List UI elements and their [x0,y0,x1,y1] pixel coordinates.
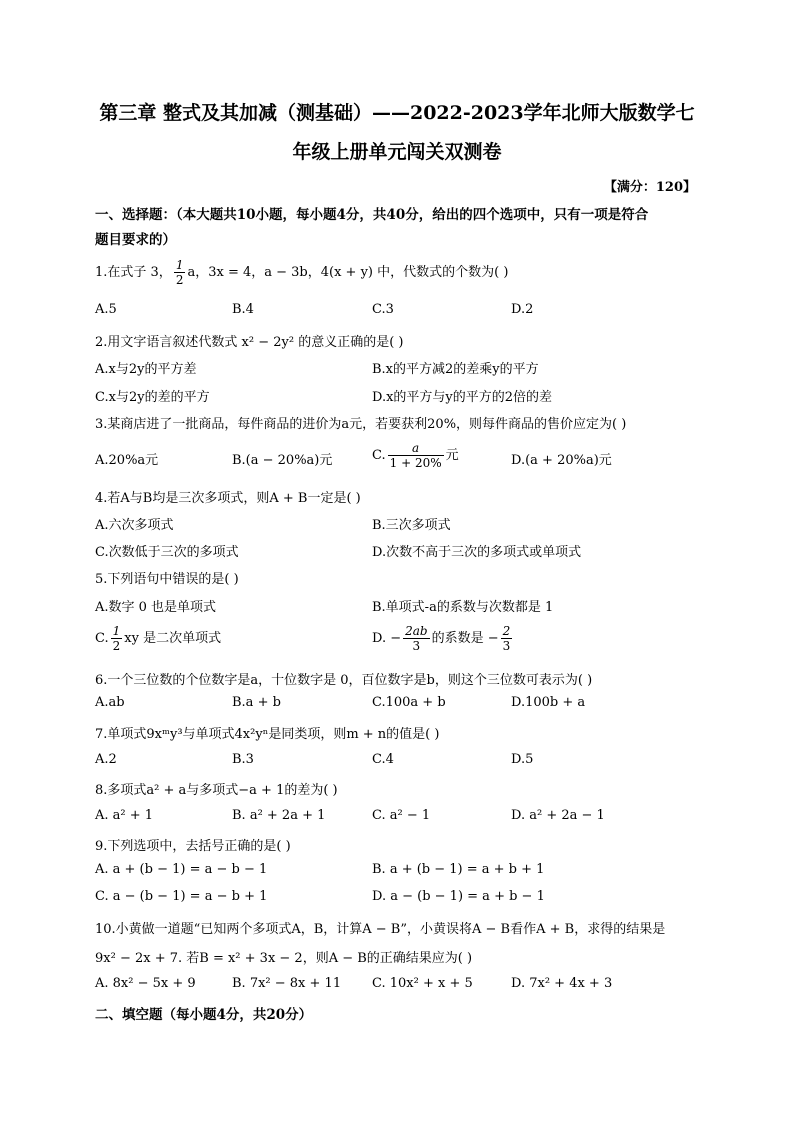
question-6-stem: 6.一个三位数的个位数字是a，十位数字是 0，百位数字是b，则这个三位数可表示为( ) [95,673,593,688]
question-3-stem: 3.某商店进了一批商品，每件商品的进价为a元，若要获利20%，则每件商品的售价应定为( ) [95,417,627,432]
question-10-stem-line-1: 10.小黄做一道题“已知两个多项式A，B，计算A − B”，小黄误将A − B看作A + B，求得的结果是 [95,922,666,937]
q4-option-d: D.次数不高于三次的多项式或单项式 [372,545,582,560]
q3-option-b: B.(a − 20%a)元 [232,453,333,468]
section-2-heading: 二、填空题（每小题4分，共20分） [95,1007,313,1023]
section-1-heading-line-2: 题目要求的） [95,232,176,248]
question-1-stem [95,258,508,287]
q8-option-c: C. a² − 1 [372,808,431,823]
q5-option-d-fraction-2: $\frac{2}{3}$ [502,624,511,653]
q5-option-b: B.单项式-a的系数与次数都是 1 [372,600,554,615]
q2-option-d: D.x的平方与y的平方的2倍的差 [372,390,553,405]
q7-option-a: A.2 [95,752,117,767]
q9-option-a: A. a + (b − 1) = a − b − 1 [95,862,268,877]
q1-option-a: A.5 [95,302,117,317]
q4-option-b: B.三次多项式 [372,518,451,533]
q2-option-a: A.x与2y的平方差 [95,362,197,377]
q1-option-c: C.3 [372,302,394,317]
q7-option-c: C.4 [372,752,394,767]
score-label: 【满分：120】 [603,180,696,195]
q8-option-b: B. a² + 2a + 1 [232,808,326,823]
q10-option-d: D. 7x² + 4x + 3 [511,976,613,991]
question-10-stem-line-2: 9x² − 2x + 7. 若B = x² + 3x − 2，则A − B的正确结果应为( ) [95,951,473,966]
q9-option-d: D. a − (b − 1) = a + b − 1 [372,889,545,904]
q1-stem-start: 1.在式子 3， [95,265,172,280]
question-5-stem: 5.下列语句中错误的是( ) [95,572,239,587]
q3-option-a: A.20%a元 [95,453,159,468]
q10-option-c: C. 10x² + x + 5 [372,976,473,991]
q5-option-c-fraction: $\frac{1}{2}$ [112,624,121,653]
q9-option-c: C. a − (b − 1) = a − b + 1 [95,889,268,904]
title-line-2: 年级上册单元闯关双测卷 [292,141,502,163]
q10-option-a: A. 8x² − 5x + 9 [95,976,196,991]
q1-option-d: D.2 [511,302,534,317]
q6-option-d: D.100b + a [511,695,586,710]
question-4-stem: 4.若A与B均是三次多项式，则A + B一定是( ) [95,491,361,506]
q7-option-d: D.5 [511,752,534,767]
q5-option-d: D. − $\frac{2ab}{3}$ 的系数是 − $\frac{2}{3}$ [372,624,511,653]
q6-option-c: C.100a + b [372,695,446,710]
q1-stem-end: a，3x = 4，a − 3b，4(x + y) 中，代数式的个数为( ) [187,265,509,280]
q2-option-b: B.x的平方减2的差乘y的平方 [372,362,539,377]
question-8-stem: 8.多项式a² + a与多项式−a + 1的差为( ) [95,783,338,798]
q5-option-d-fraction-1: $\frac{2ab}{3}$ [405,624,428,653]
q3-option-c-fraction: $\frac{a}{1 + 20\%}$ [389,441,442,470]
question-9-stem: 9.下列选项中，去括号正确的是( ) [95,839,291,854]
q9-option-b: B. a + (b − 1) = a + b + 1 [372,862,545,877]
q1-fraction: $\frac{1}{2}$ [175,258,184,287]
question-2-stem: 2.用文字语言叙述代数式 x² − 2y² 的意义正确的是( ) [95,335,404,350]
q5-option-c: C. $\frac{1}{2}$ xy 是二次单项式 [95,624,222,653]
q6-option-b: B.a + b [232,695,281,710]
q4-option-c: C.次数低于三次的多项式 [95,545,239,560]
q4-option-a: A.六次多项式 [95,518,174,533]
q3-option-c: C. $\frac{a}{1 + 20\%}$ 元 [372,441,459,470]
q3-option-d: D.(a + 20%a)元 [511,453,612,468]
section-1-heading-line-1: 一、选择题：（本大题共10小题，每小题4分，共40分，给出的四个选项中，只有一项是符合 [95,207,649,223]
q5-option-a: A.数字 0 也是单项式 [95,600,217,615]
q10-option-b: B. 7x² − 8x + 11 [232,976,342,991]
q2-option-c: C.x与2y的差的平方 [95,390,210,405]
title-line-1: 第三章 整式及其加减（测基础）——2022-2023学年北师大版数学七 [99,102,695,124]
q8-option-d: D. a² + 2a − 1 [511,808,605,823]
q6-option-a: A.ab [95,695,125,710]
q8-option-a: A. a² + 1 [95,808,154,823]
question-7-stem: 7.单项式9xᵐy³与单项式4x²yⁿ是同类项，则m + n的值是( ) [95,727,440,742]
q1-option-b: B.4 [232,302,254,317]
q7-option-b: B.3 [232,752,254,767]
